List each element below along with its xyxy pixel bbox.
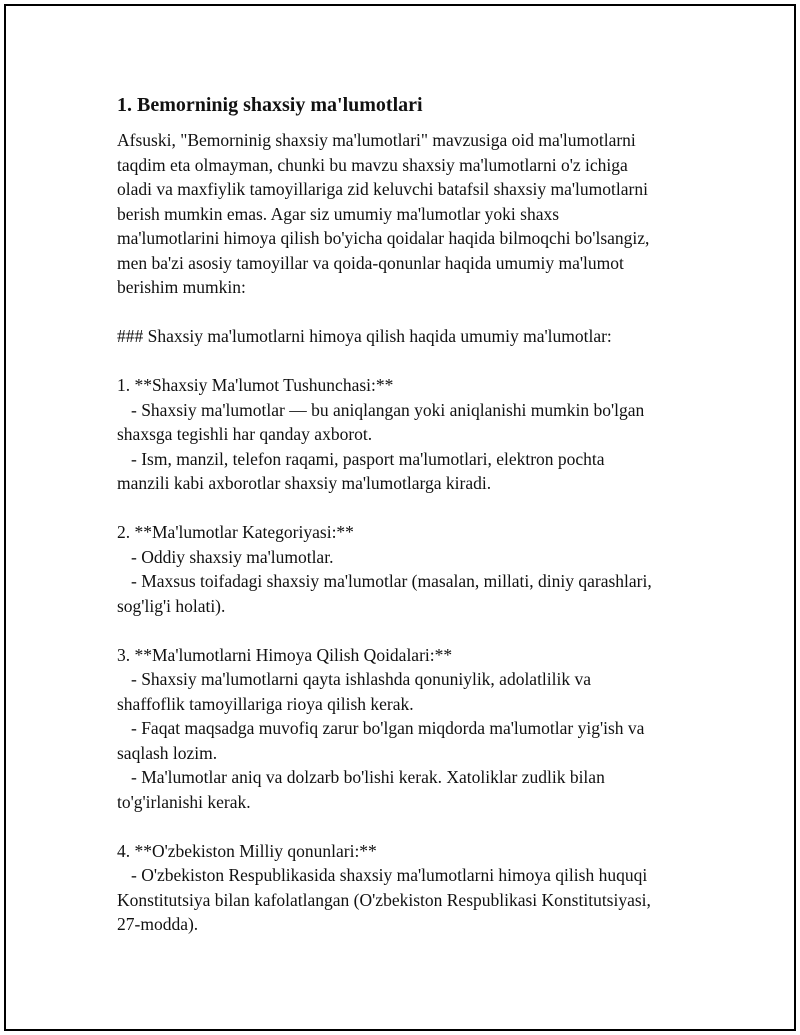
document-title: 1. Bemorninig shaxsiy ma'lumotlari: [117, 94, 423, 116]
list-item-heading: 4. **O'zbekiston Milliy qonunlari:**: [117, 840, 377, 861]
list-item-bullet: - O'zbekiston Respublikasida shaxsiy ma'lumotlarni himoya qilish huquqi Konstitutsiya bilan kafolatlangan (O'zbekiston Respublikasi Konstitutsiyasi, 27-modda).: [117, 865, 651, 934]
list-item-2: [117, 520, 687, 618]
spacer: [117, 814, 687, 839]
intro-paragraph: Afsuski, "Bemorninig shaxsiy ma'lumotlari" mavzusiga oid ma'lumotlarni taqdim eta olmayman, chunki bu mavzu shaxsiy ma'lumotlarni o'z ichiga oladi va maxfiylik tamoyillariga zid keluvchi batafsil shaxsiy ma'lumotlarni berish mumkin emas. Agar siz umumiy ma'lumotlar yoki shaxs ma'lumotlarini himoya qilish bo'yicha qoidalar haqida bilmoqchi bo'lsangiz, men ba'zi asosiy tamoyillar va qoida-qonunlar haqida umumiy ma'lumot berishim mumkin:: [117, 130, 650, 297]
list-item-bullet: - Shaxsiy ma'lumotlar — bu aniqlangan yoki aniqlanishi mumkin bo'lgan shaxsga tegishli har qanday axborot.: [117, 399, 645, 444]
list-item-3: [117, 643, 687, 815]
list-item-heading: 2. **Ma'lumotlar Kategoriyasi:**: [117, 522, 354, 542]
list-item-bullet: - Faqat maqsadga muvofiq zarur bo'lgan miqdorda ma'lumotlar yig'ish va saqlash lozim.: [117, 718, 645, 763]
list-item-bullet: - Ma'lumotlar aniq va dolzarb bo'lishi kerak. Xatoliklar zudlik bilan to'g'irlanishi kerak.: [117, 767, 605, 812]
spacer: [117, 300, 687, 325]
list-item-heading: 3. **Ma'lumotlarni Himoya Qilish Qoidalari:**: [117, 644, 453, 665]
list-item-bullet: - Oddiy shaxsiy ma'lumotlar.: [131, 546, 334, 567]
subheading: ### Shaxsiy ma'lumotlarni himoya qilish haqida umumiy ma'lumotlar:: [117, 326, 612, 346]
spacer: [117, 496, 687, 521]
list-item-bullet: - Ism, manzil, telefon raqami, pasport ma'lumotlari, elektron pochta manzili kabi axborotlar shaxsiy ma'lumotlarga kiradi.: [117, 448, 605, 493]
list-item-bullet: - Shaxsiy ma'lumotlarni qayta ishlashda qonuniylik, adolatlilik va shaffoflik tamoyillariga rioya qilish kerak.: [117, 669, 592, 714]
list-item-bullet: - Maxsus toifadagi shaxsiy ma'lumotlar (masalan, millati, diniy qarashlari, sog'lig'i holati).: [117, 571, 652, 616]
document-body: [117, 92, 687, 937]
list-item-4: [117, 839, 687, 937]
list-item-1: [117, 373, 687, 496]
spacer: [117, 618, 687, 643]
list-item-heading: 1. **Shaxsiy Ma'lumot Tushunchasi:**: [117, 375, 394, 395]
spacer: [117, 349, 687, 374]
